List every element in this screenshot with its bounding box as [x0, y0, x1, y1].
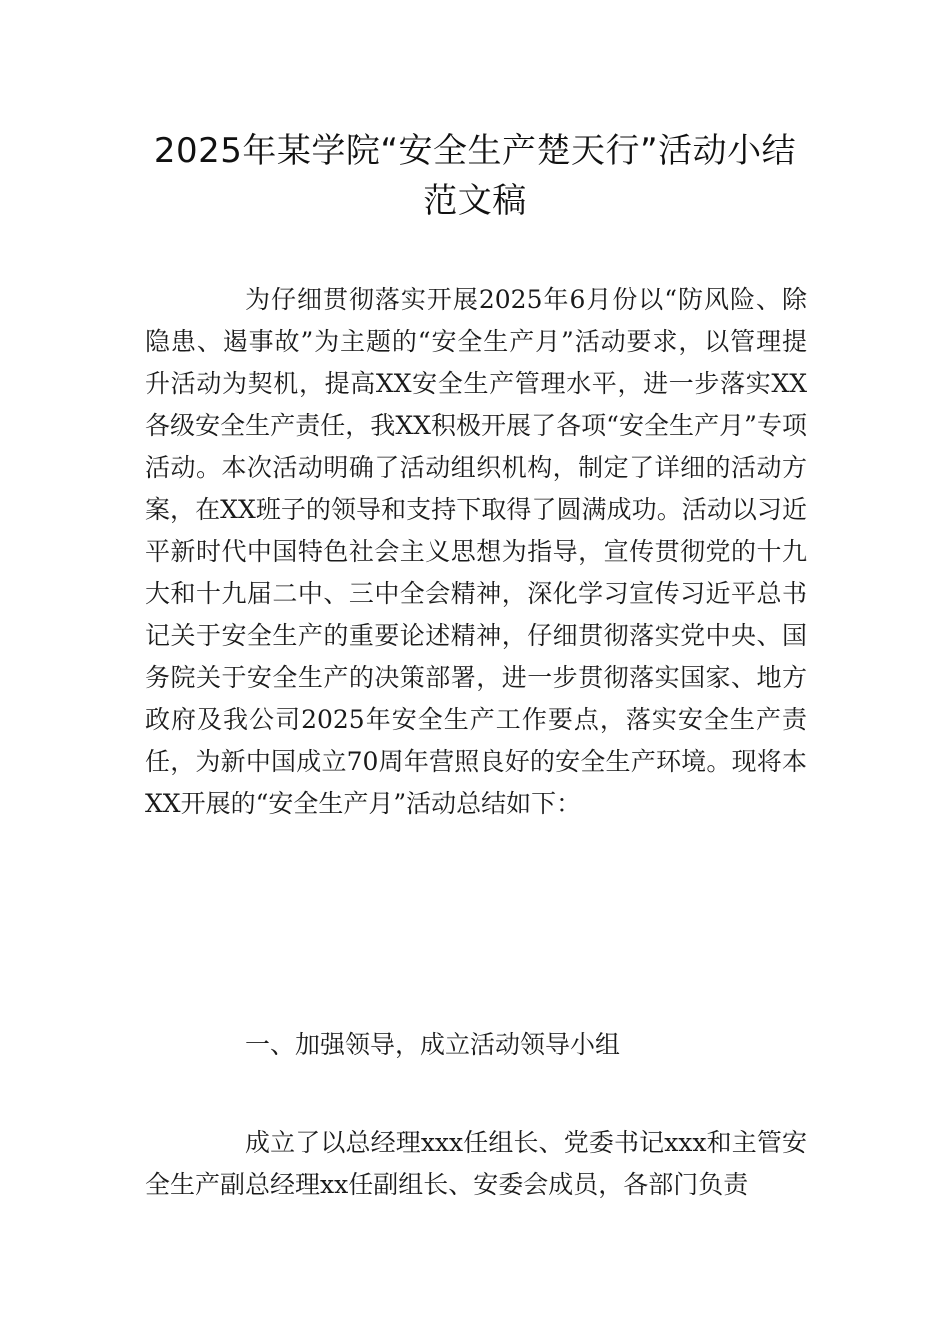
section-paragraph: 成立了以总经理xxx任组长、党委书记xxx和主管安全生产副总经理xx任副组长、安委会成员，各部门负责: [145, 1128, 807, 1199]
section-heading: 一、加强领导，成立活动领导小组: [245, 1030, 621, 1059]
document-title: 2025年某学院“安全生产楚天行”活动小结范文稿: [153, 131, 797, 221]
intro-paragraph: 为仔细贯彻落实开展2025年6月份以“防风险、除隐患、遏事故”为主题的“安全生产月”活动要求，以管理提升活动为契机，提高XX安全生产管理水平，进一步落实XX各级安全生产责任，我XX积极开展了各项“安全生产月”专项活动。本次活动明确了活动组织机构，制定了详细的活动方案，在XX班子的领导和支持下取得了圆满成功。活动以习近平新时代中国特色社会主义思想为指导，宣传贯彻党的十九大和十九届二中、三中全会精神，深化学习宣传习近平总书记关于安全生产的重要论述精神，仔细贯彻落实党中央、国务院关于安全生产的决策部署，进一步贯彻落实国家、地方政府及我公司2025年安全生产工作要点，落实安全生产责任，为新中国成立70周年营照良好的安全生产环境。现将本XX开展的“安全生产月”活动总结如下：: [145, 285, 807, 818]
